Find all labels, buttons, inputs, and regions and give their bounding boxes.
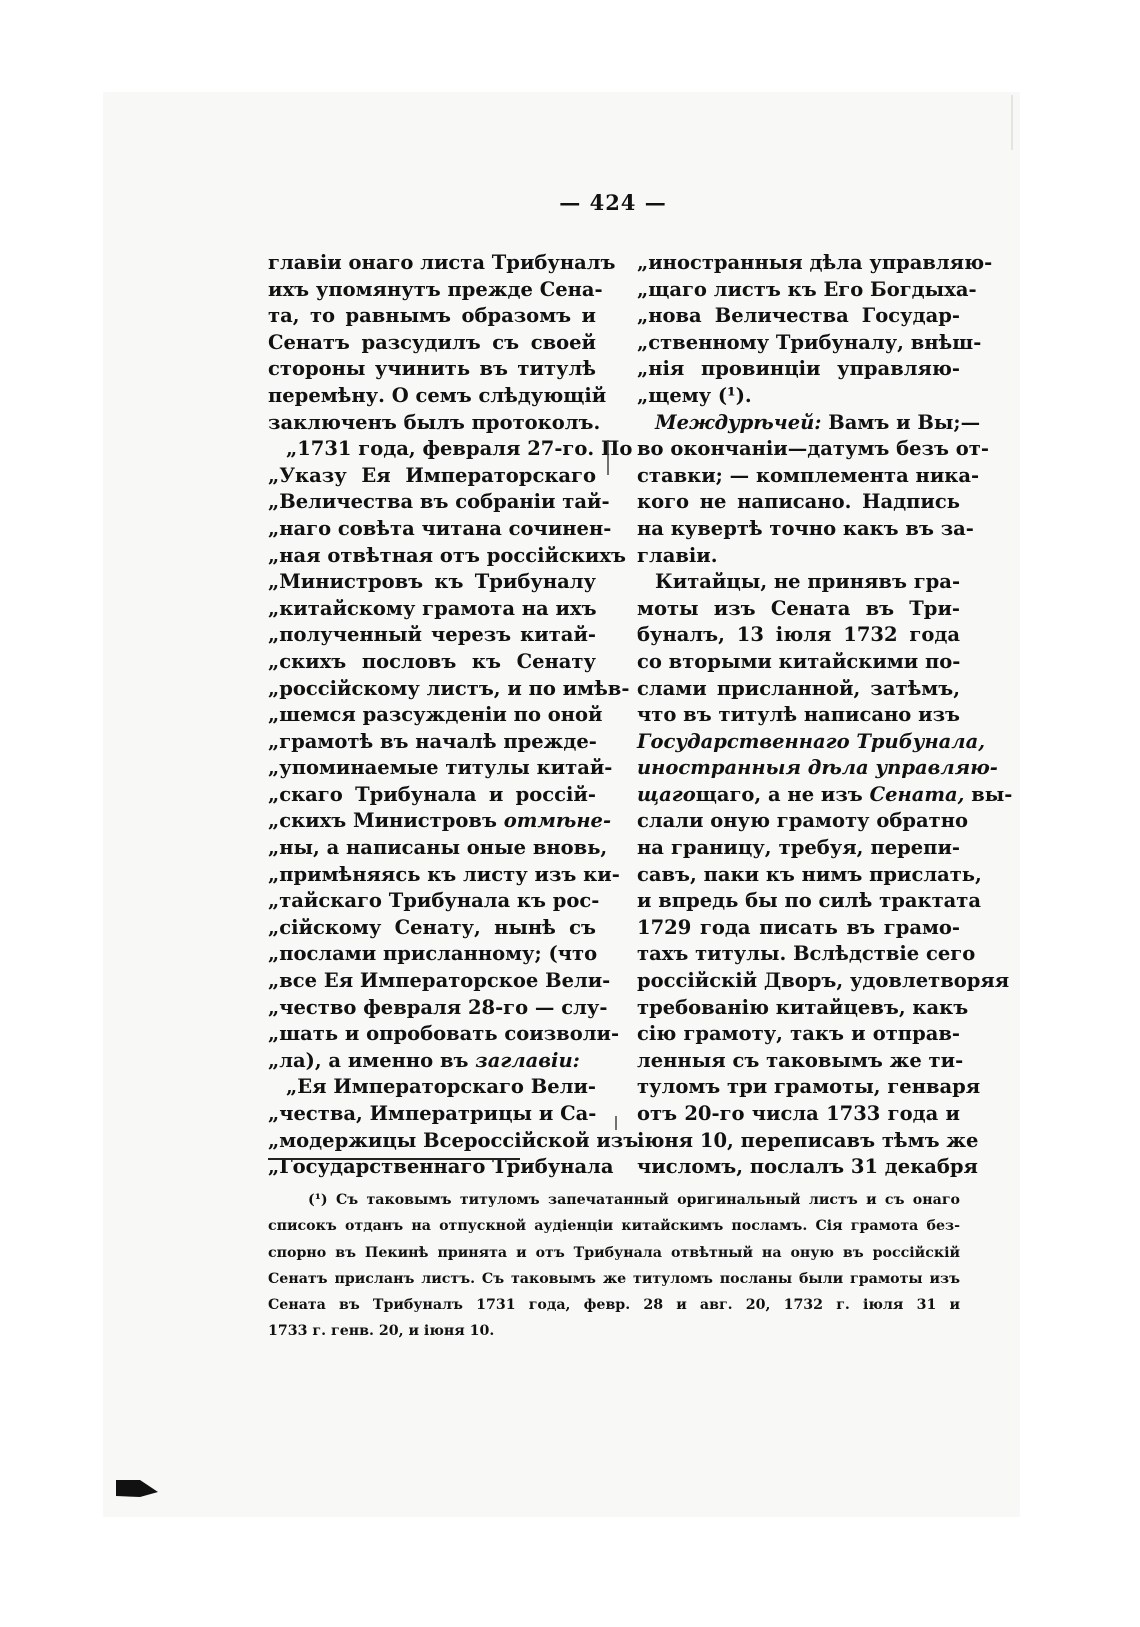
text-line: слали оную грамоту обратно xyxy=(637,809,968,833)
text-line: іюня 10, переписавъ тѣмъ же xyxy=(637,1128,979,1152)
text-line: „Ея Императорскаго Вели- xyxy=(286,1075,596,1099)
text-line: на кувертѣ точно какъ въ за- xyxy=(637,516,974,540)
text-line: числомъ, послалъ 31 декабря xyxy=(637,1155,978,1179)
text-line: ленныя съ таковымъ же ти- xyxy=(637,1048,964,1072)
text-line: кого не написано. Надпись xyxy=(637,490,960,514)
text-line: слами присланной, затѣмъ, xyxy=(637,676,960,700)
text-line: и впредь бы по силѣ трактата xyxy=(637,889,982,913)
text-line: та, то равнымъ образомъ и xyxy=(268,304,596,328)
text-line: „тайскаго Трибунала къ рос- xyxy=(268,889,600,913)
italic-segment: Междурѣчей: xyxy=(655,410,822,434)
text-line: тахъ титулы. Вслѣдствіе сего xyxy=(637,942,976,966)
text-line: „чества, Императрицы и Са- xyxy=(268,1102,597,1125)
text-line: „ны, а написаны оные вновь, xyxy=(268,836,608,860)
text-line: россійскій Дворъ, удовлетворяя xyxy=(637,969,1010,993)
text-line: „грамотѣ въ началѣ прежде- xyxy=(268,729,597,753)
text-line: со вторыми китайскими по- xyxy=(637,649,961,673)
text-line: туломъ три грамоты, генваря xyxy=(637,1075,981,1099)
text-line: сію грамоту, такъ и отправ- xyxy=(637,1022,960,1046)
text-line: „щаго листъ къ Его Богдыха- xyxy=(637,277,977,301)
text-line: буналъ, 13 іюля 1732 года xyxy=(637,623,960,647)
text-line: „полученный черезъ китай- xyxy=(268,623,596,647)
text-line: савъ, паки къ нимъ прислать, xyxy=(637,862,982,886)
scan-corner-mark xyxy=(116,1480,158,1497)
text-line: „Указу Ея Императорскаго xyxy=(268,463,596,487)
text-line: „скихъ пословъ къ Сенату xyxy=(268,649,596,673)
text-line: „сійскому Сенату, нынѣ съ xyxy=(268,915,596,939)
text-line: „россійскому листъ, и по имѣв- xyxy=(268,676,630,700)
footnote-line: списокъ отданъ на отпускной аудіенціи китайскимъ посламъ. Сія грамота без- xyxy=(268,1218,960,1235)
text-line: Китайцы, не принявъ гра- xyxy=(655,570,961,594)
text-segment: „скихъ Министровъ xyxy=(268,809,504,833)
text-line: „наго совѣта читана сочинен- xyxy=(268,516,612,540)
text-line: „нова Величества Государ- xyxy=(637,304,960,328)
text-segment: вы- xyxy=(964,782,1013,806)
text-line: требованію китайцевъ, какъ xyxy=(637,995,969,1019)
text-line: „ная отвѣтная отъ россійскихъ xyxy=(268,543,626,567)
text-line: „щему (¹). xyxy=(637,383,752,407)
text-segment: Вамъ и Вы;— xyxy=(821,410,981,434)
text-line: „шать и опробовать соизволи- xyxy=(268,1022,620,1046)
text-line: главіи. xyxy=(637,543,718,567)
text-line: „упоминаемые титулы китай- xyxy=(268,756,613,780)
text-line: „все Ея Императорское Вели- xyxy=(268,969,611,993)
text-line: „примѣняясь къ листу изъ ки- xyxy=(268,862,620,886)
footnote-line: (¹) Съ таковымъ титуломъ запечатанный оригинальный листъ и съ онаго xyxy=(308,1192,960,1208)
text-line: „китайскому грамота на ихъ xyxy=(268,596,597,620)
text-line: „скаго Трибунала и россій- xyxy=(268,782,596,806)
text-line: что въ титулѣ написано изъ xyxy=(637,703,960,727)
italic-segment: заглавіи: xyxy=(475,1048,580,1072)
text-line: „1731 года, февраля 27-го. По xyxy=(286,437,633,461)
text-line: „Министровъ къ Трибуналу xyxy=(268,570,596,594)
italic-segment: отмѣне- xyxy=(503,809,612,833)
text-segment: щаго, а не изъ xyxy=(695,782,870,806)
text-line: „ственному Трибуналу, внѣш- xyxy=(637,330,982,354)
text-line: „чество февраля 28-го — слу- xyxy=(268,995,608,1019)
footnote-line: Сената въ Трибуналъ 1731 года, февр. 28 и авг. 20, 1732 г. іюля 31 и xyxy=(268,1297,960,1314)
italic-line: Государственнаго Трибунала, xyxy=(637,729,986,753)
italic-segment: щаго xyxy=(637,782,696,806)
text-line: перемѣну. О семъ слѣдующій xyxy=(268,383,607,407)
text-line: 1729 года писать въ грамо- xyxy=(637,915,960,939)
text-line: „послами присланному; (что xyxy=(268,942,598,966)
text-line: Сенатъ разсудилъ съ своей xyxy=(268,330,596,354)
footnote-line: Сенатъ присланъ листъ. Съ таковымъ же титуломъ посланы были грамоты изъ xyxy=(268,1270,960,1287)
text-line: главіи онаго листа Трибуналъ xyxy=(268,251,616,274)
text-line: во окончаніи—датумъ безъ от- xyxy=(637,437,989,461)
text-line: стороны учинить въ титулѣ xyxy=(268,357,596,381)
text-line: отъ 20-го числа 1733 года и xyxy=(637,1102,960,1125)
text-line: ихъ упомянутъ прежде Сена- xyxy=(268,277,603,301)
text-segment: „ла), а именно въ xyxy=(268,1048,476,1072)
footnote-line: 1733 г. генв. 20, и іюня 10. xyxy=(268,1323,495,1340)
text-line: на границу, требуя, перепи- xyxy=(637,836,960,860)
footnote-line: спорно въ Пекинѣ принята и отъ Трибунала отвѣтный на оную въ россійскій xyxy=(268,1244,960,1261)
text-line: „модержицы Всероссійской изъ xyxy=(268,1128,639,1152)
text-line: ставки; — комплемента ника- xyxy=(637,463,980,487)
text-line: моты изъ Сената въ Три- xyxy=(637,596,960,620)
italic-line: иностранныя дѣла управляю- xyxy=(637,756,998,780)
page-number: — 424 — xyxy=(559,190,667,215)
text-line: „иностранныя дѣла управляю- xyxy=(637,251,993,274)
text-line: „нія провинціи управляю- xyxy=(637,357,960,381)
italic-segment: Сената, xyxy=(869,782,965,806)
text-line: „Величества въ собраніи тай- xyxy=(268,490,610,514)
text-line: „Государственнаго Трибунала xyxy=(268,1155,614,1179)
text-line: заключенъ былъ протоколъ. xyxy=(268,410,601,434)
text-line: „шемся разсужденіи по оной xyxy=(268,703,603,727)
